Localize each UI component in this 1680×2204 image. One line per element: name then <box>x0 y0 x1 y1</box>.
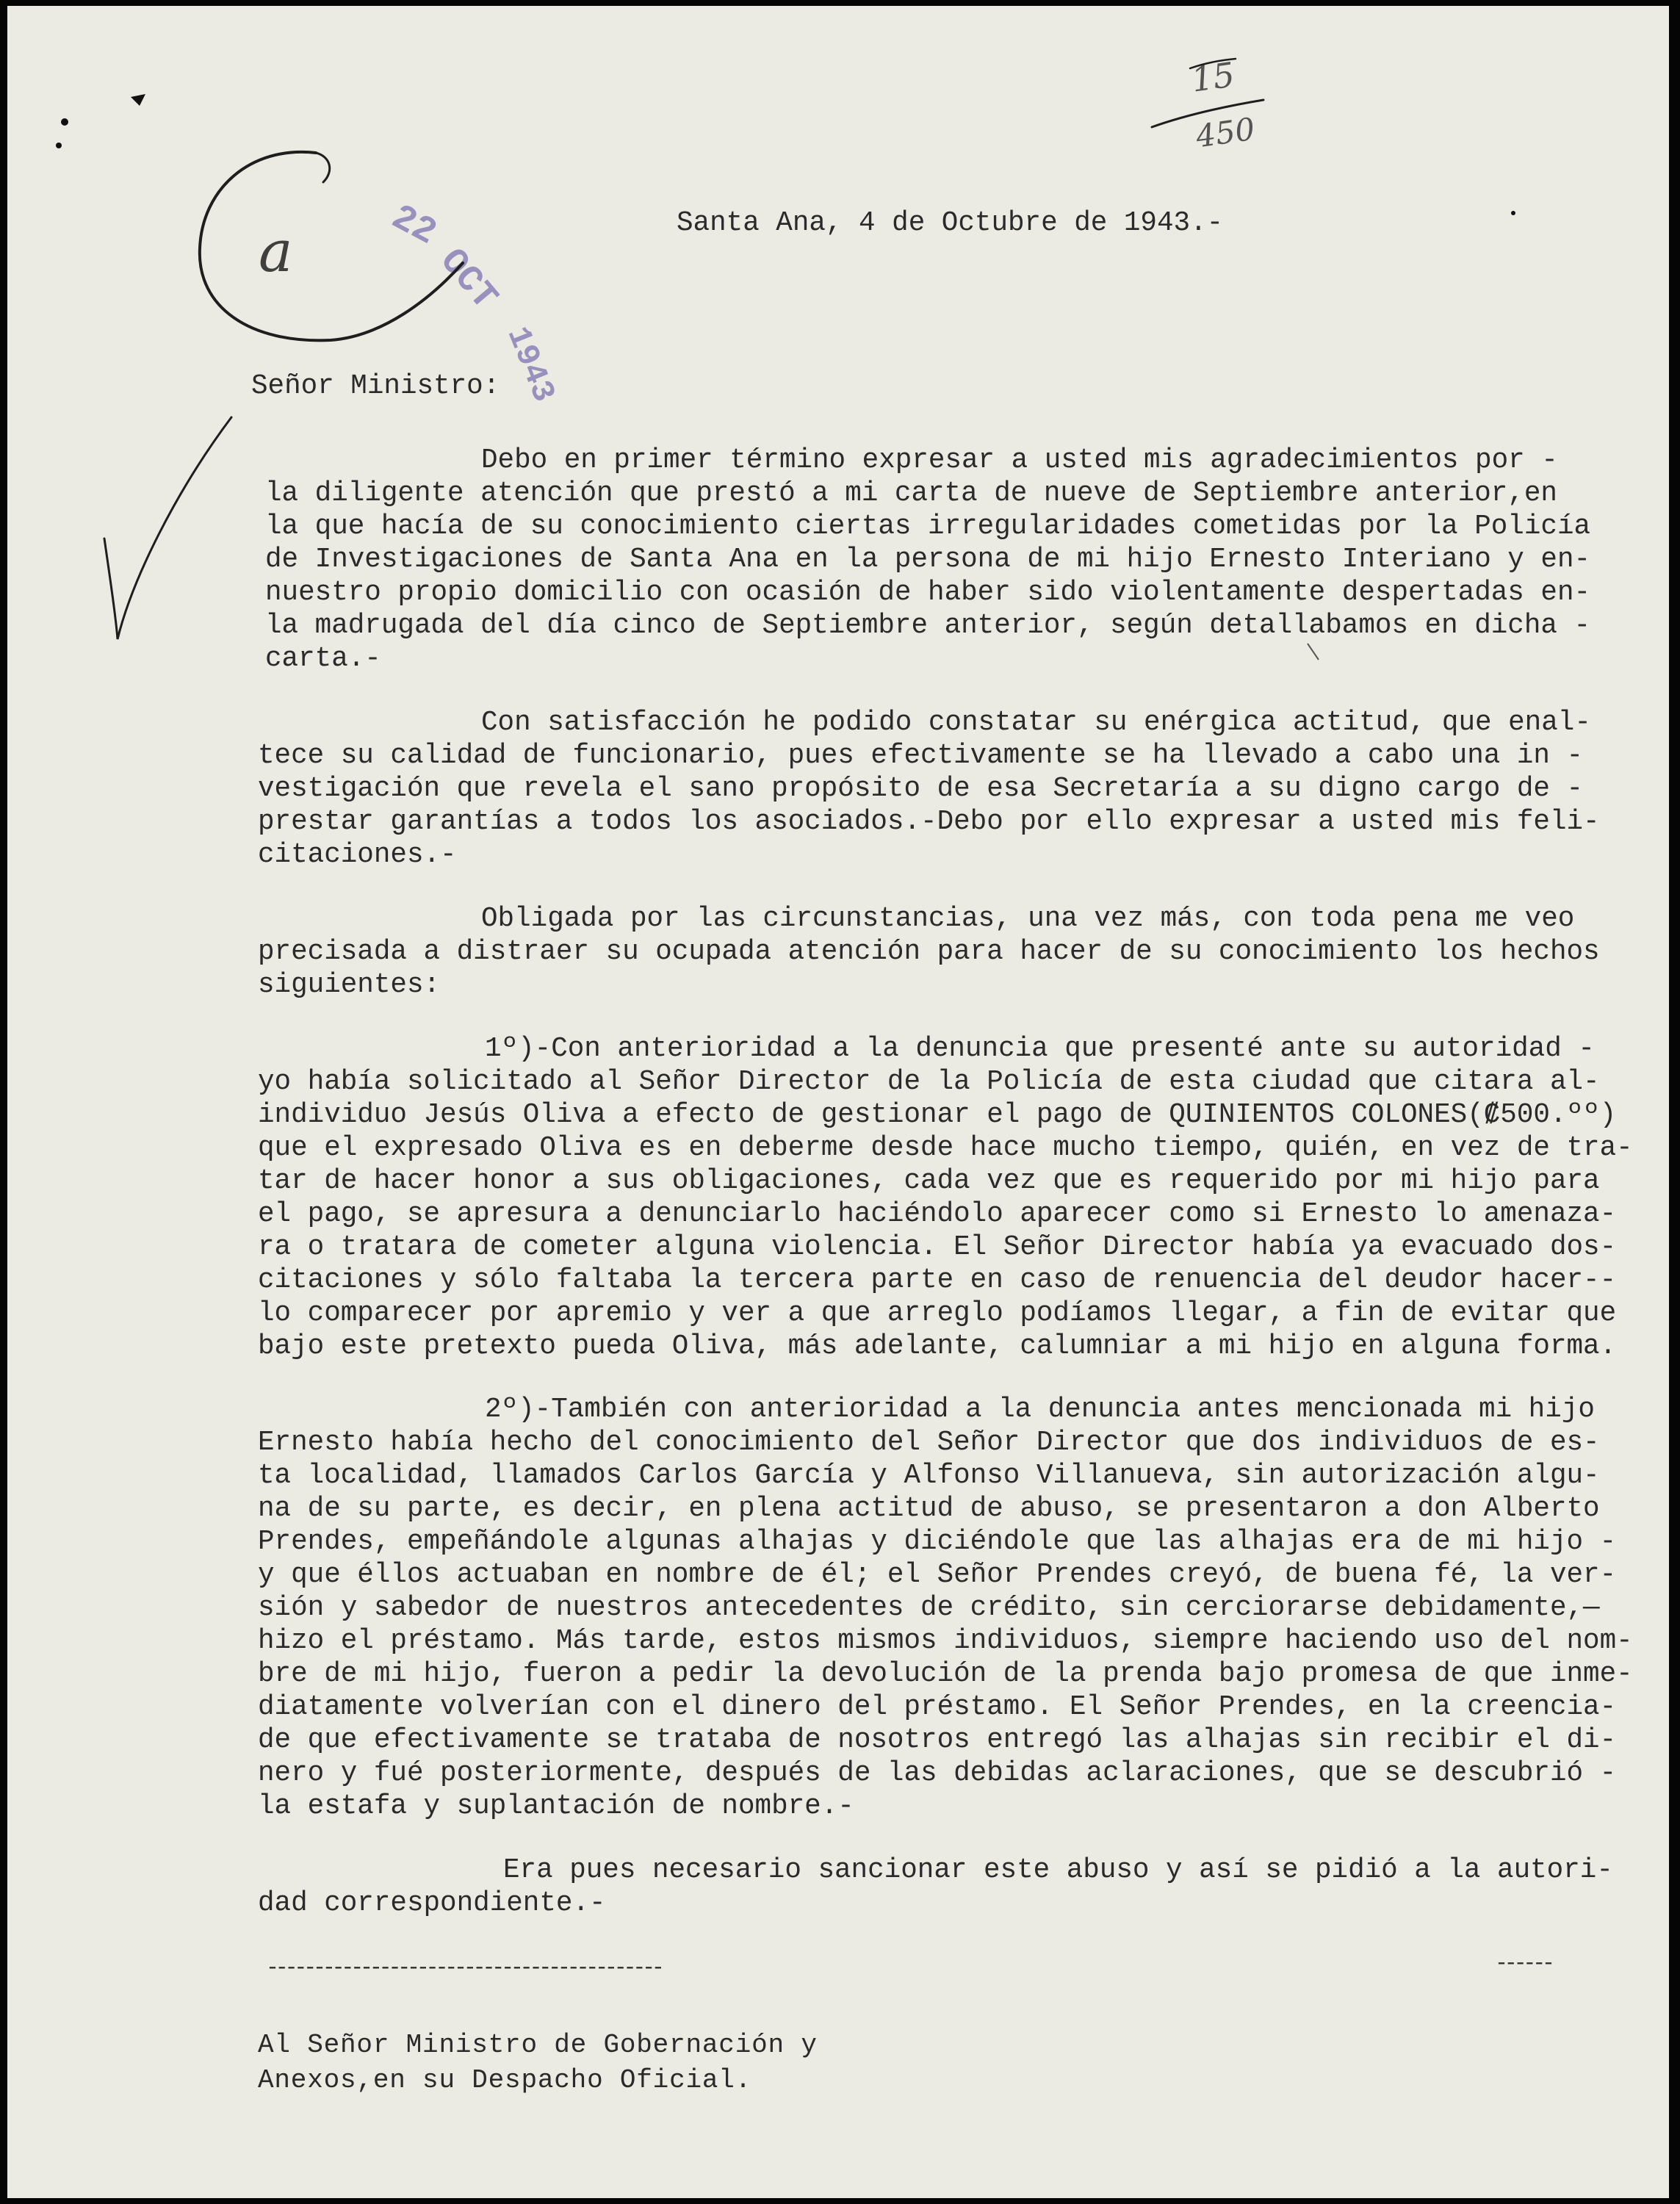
text-line: citaciones.- <box>258 840 457 871</box>
text-line: na de su parte, es decir, en plena actitud de abuso, se presentaron a don Alberto <box>258 1494 1600 1524</box>
text-line: nero y fué posteriormente, después de las debidas aclaraciones, que se descubrió - <box>258 1758 1617 1789</box>
text-line: la que hacía de su conocimiento ciertas irregularidades cometidas por la Policía <box>265 511 1591 542</box>
text-line: siguientes: <box>258 970 441 1001</box>
text-line: sión y sabedor de nuestros antecedentes de crédito, sin cerciorarse debidamente,— <box>258 1593 1600 1624</box>
text-line: yo había solicitado al Señor Director de la Policía de esta ciudad que citara al- <box>258 1067 1600 1098</box>
separator-line-short: ------ <box>1495 1951 1551 1976</box>
separator-line: ------------------------------------------ <box>266 1956 661 1981</box>
text-line: que el expresado Oliva es en deberme desde hace mucho tiempo, quién, en vez de tra- <box>258 1133 1633 1164</box>
addressee-line: Al Señor Ministro de Gobernación y <box>258 2030 818 2060</box>
text-line: citaciones y sólo faltaba la tercera parte en caso de renuencia del deudor hacer-- <box>258 1265 1617 1296</box>
text-line: Obligada por las circunstancias, una vez más, con toda pena me veo <box>481 904 1575 934</box>
text-line: diatamente volverían con el dinero del préstamo. El Señor Prendes, en la creencia- <box>258 1692 1617 1723</box>
text-line: 1º)-Con anterioridad a la denuncia que presenté ante su autoridad - <box>485 1034 1595 1065</box>
text-line: de Investigaciones de Santa Ana en la persona de mi hijo Ernesto Interiano y en- <box>265 544 1591 575</box>
text-line: lo comparecer por apremio y ver a que arreglo podíamos llegar, a fin de evitar que <box>258 1298 1617 1329</box>
text-line: y que éllos actuaban en nombre de él; el Señor Prendes creyó, de buena fé, la ver- <box>258 1560 1617 1591</box>
ink-speck <box>1511 211 1515 215</box>
text-line: la estafa y suplantación de nombre.- <box>258 1791 854 1822</box>
salutation: Señor Ministro: <box>251 371 500 402</box>
text-line: Era pues necesario sancionar este abuso y así se pidió a la autori- <box>503 1855 1613 1886</box>
text-line: dad correspondiente.- <box>258 1888 606 1919</box>
text-line: 2º)-También con anterioridad a la denuncia antes mencionada mi hijo <box>485 1394 1595 1425</box>
handwritten-ref-top: 15 <box>1189 54 1238 100</box>
letter-page <box>7 6 1669 2198</box>
text-line: tar de hacer honor a sus obligaciones, cada vez que es requerido por mi hijo para <box>258 1166 1600 1197</box>
addressee-line: Anexos,en su Despacho Oficial. <box>258 2065 752 2095</box>
text-line: Ernesto había hecho del conocimiento del Señor Director que dos individuos de es- <box>258 1427 1600 1458</box>
ink-speck <box>56 143 62 148</box>
pencil-tick <box>1308 644 1319 660</box>
text-line: vestigación que revela el sano propósito de esa Secretaría a su digno cargo de - <box>258 774 1584 804</box>
text-line: ra o tratara de cometer alguna violencia. El Señor Director había ya evacuado dos- <box>258 1232 1617 1263</box>
handwritten-check-mark <box>104 417 231 639</box>
received-stamp-day: 22 <box>384 197 443 255</box>
text-line: nuestro propio domicilio con ocasión de haber sido violentamente despertadas en- <box>265 577 1591 608</box>
handwritten-initial: a <box>259 219 293 285</box>
ink-speck <box>61 118 68 126</box>
handwritten-flourish <box>200 152 463 340</box>
text-line: carta.- <box>265 644 381 674</box>
received-stamp-year: 1943 <box>498 322 562 408</box>
received-stamp-month: OCT <box>430 241 505 319</box>
ink-speck <box>131 94 145 106</box>
text-line: de que efectivamente se trataba de nosotros entregó las alhajas sin recibir el di- <box>258 1725 1617 1756</box>
text-line: Prendes, empeñándole algunas alhajas y diciéndole que las alhajas era de mi hijo - <box>258 1527 1617 1557</box>
text-line: la madrugada del día cinco de Septiembre anterior, según detallabamos en dicha - <box>265 611 1591 641</box>
text-line: tece su calidad de funcionario, pues efectivamente se ha llevado a cabo una in - <box>258 741 1584 771</box>
handwritten-marks <box>7 6 1669 2198</box>
handwritten-ref-bottom: 450 <box>1193 110 1258 155</box>
text-line: ta localidad, llamados Carlos García y Alfonso Villanueva, sin autorización algu- <box>258 1461 1600 1491</box>
text-line: la diligente atención que prestó a mi carta de nueve de Septiembre anterior,en <box>265 478 1557 509</box>
date-line: Santa Ana, 4 de Octubre de 1943.- <box>677 208 1224 239</box>
text-line: individuo Jesús Oliva a efecto de gestionar el pago de QUINIENTOS COLONES(₡500.ºº) <box>258 1100 1617 1131</box>
text-line: bre de mi hijo, fueron a pedir la devolución de la prenda bajo promesa de que inme- <box>258 1659 1633 1690</box>
text-line: bajo este pretexto pueda Oliva, más adelante, calumniar a mi hijo en alguna forma. <box>258 1331 1617 1362</box>
text-line: hizo el préstamo. Más tarde, estos mismos individuos, siempre haciendo uso del nom- <box>258 1626 1633 1657</box>
text-line: prestar garantías a todos los asociados.-Debo por ello expresar a usted mis feli- <box>258 807 1600 838</box>
text-line: Debo en primer término expresar a usted mis agradecimientos por - <box>481 445 1558 476</box>
text-line: precisada a distraer su ocupada atención para hacer de su conocimiento los hechos <box>258 937 1600 968</box>
text-line: el pago, se apresura a denunciarlo haciéndolo aparecer como si Ernesto lo amenaza- <box>258 1199 1617 1230</box>
handwritten-fraction-line <box>1152 100 1263 127</box>
text-line: Con satisfacción he podido constatar su enérgica actitud, que enal- <box>481 707 1591 738</box>
